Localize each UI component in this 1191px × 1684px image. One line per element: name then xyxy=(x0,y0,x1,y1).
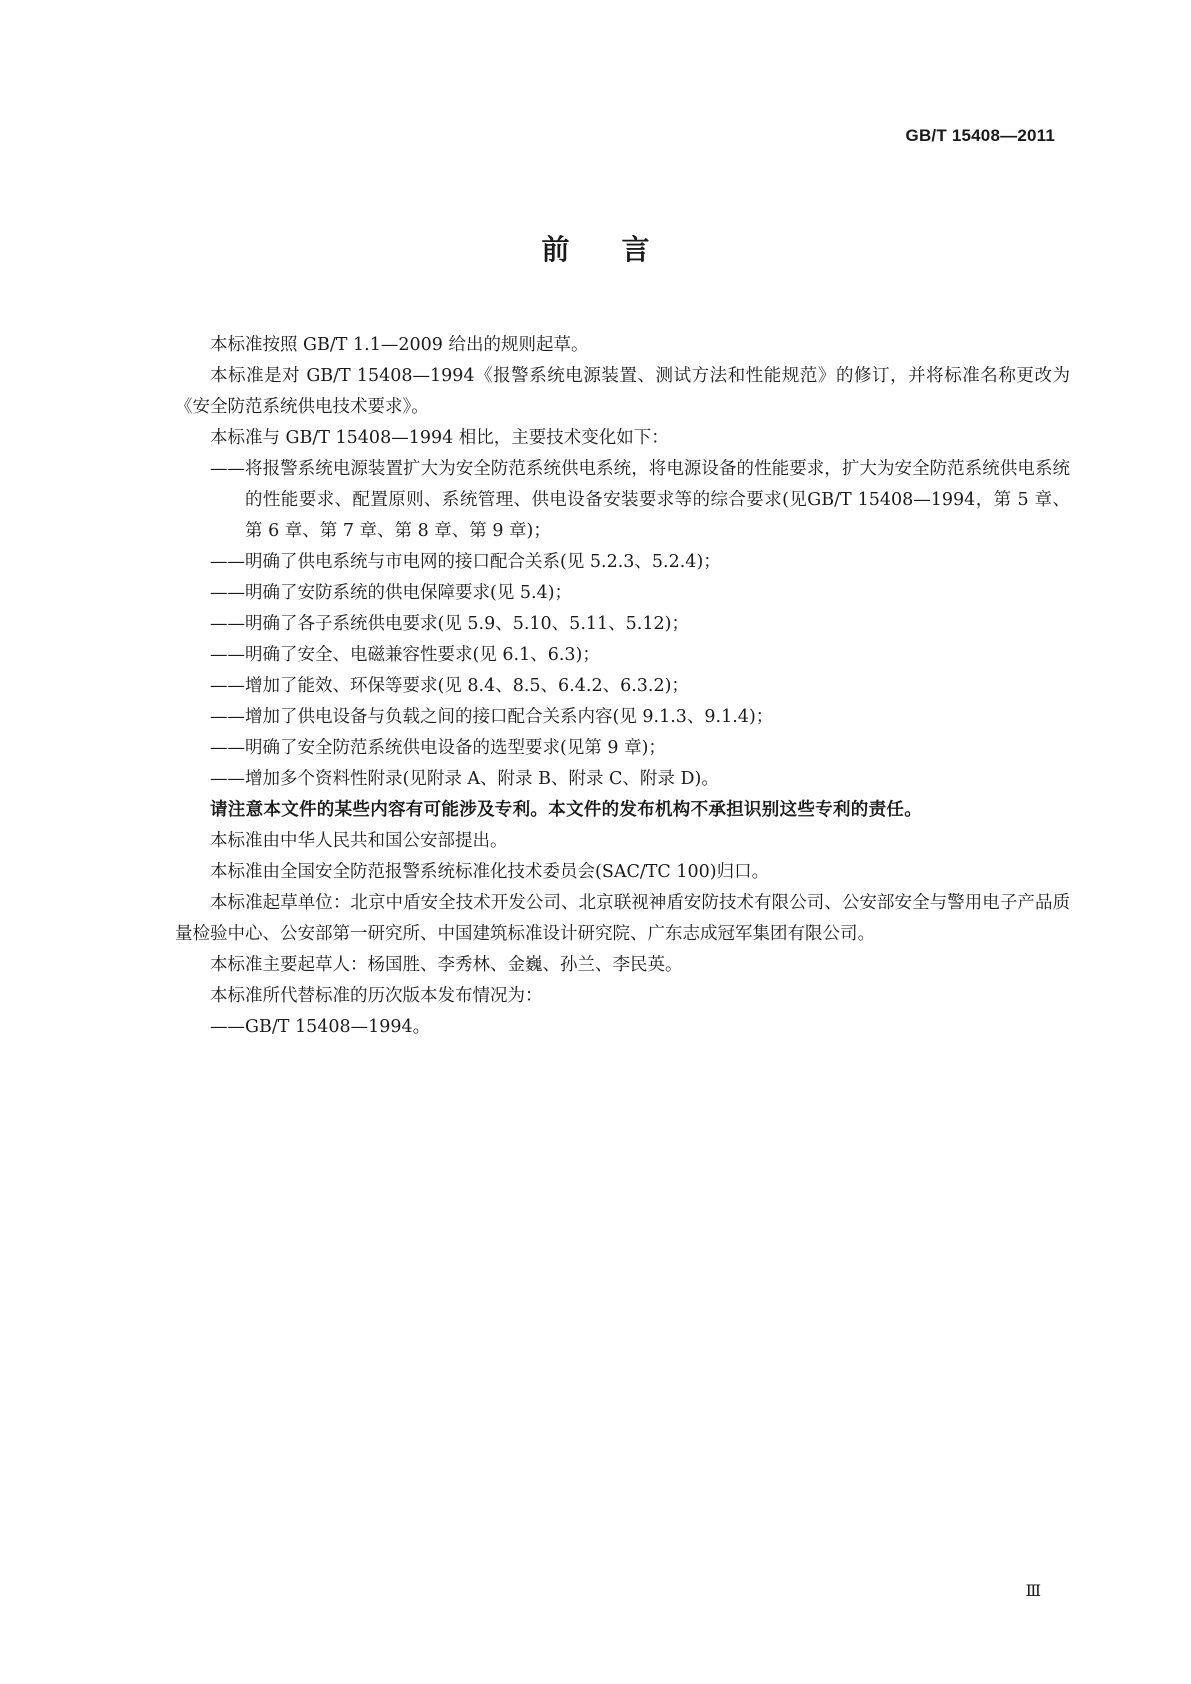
paragraph-drafters: 本标准主要起草人：杨国胜、李秀林、金巍、孙兰、李民英。 xyxy=(210,955,683,975)
list-item: ——将报警系统电源装置扩大为安全防范系统供电系统，将电源设备的性能要求，扩大为安全防范系统供电系统的性能要求、配置原则、系统管理、供电设备安装要求等的综合要求(见GB/T 15408—1994，第 5 章、第 6 章、第 7 章、第 8 章、第 9 章)； xyxy=(210,459,1070,541)
list-item: ——明确了各子系统供电要求(见 5.9、5.10、5.11、5.12)； xyxy=(210,614,689,634)
list-item: ——增加了供电设备与负载之间的接口配合关系内容(见 9.1.3、9.1.4)； xyxy=(210,707,774,727)
list-item: ——增加了能效、环保等要求(见 8.4、8.5、6.4.2、6.3.2)； xyxy=(210,676,689,696)
list-item: ——GB/T 15408—1994。 xyxy=(210,1017,431,1037)
list-item: ——明确了安全、电磁兼容性要求(见 6.1、6.3)； xyxy=(210,645,600,665)
paragraph-drafting-units: 本标准起草单位：北京中盾安全技术开发公司、北京联视神盾安防技术有限公司、公安部安全与警用电子产品质量检验中心、公安部第一研究所、中国建筑标准设计研究院、广东志成冠军集团有限公司。 xyxy=(175,893,1070,944)
paragraph-revision: 本标准是对 GB/T 15408—1994《报警系统电源装置、测试方法和性能规范》的修订，并将标准名称更改为《安全防范系统供电技术要求》。 xyxy=(175,366,1070,417)
list-item: ——明确了安防系统的供电保障要求(见 5.4)； xyxy=(210,583,573,603)
paragraph-proposed-by: 本标准由中华人民共和国公安部提出。 xyxy=(210,831,508,851)
list-item: ——明确了安全防范系统供电设备的选型要求(见第 9 章)； xyxy=(210,738,666,758)
paragraph-history-intro: 本标准所代替标准的历次版本发布情况为： xyxy=(210,986,543,1006)
page-title: 前言 xyxy=(541,233,702,266)
paragraph-centralized-by: 本标准由全国安全防范报警系统标准化技术委员会(SAC/TC 100)归口。 xyxy=(210,862,770,882)
page-number: Ⅲ xyxy=(1025,1581,1041,1600)
paragraph-changes-intro: 本标准与 GB/T 15408—1994 相比，主要技术变化如下： xyxy=(210,428,669,448)
paragraph-drafting-rules: 本标准按照 GB/T 1.1—2009 给出的规则起草。 xyxy=(210,335,589,355)
patent-notice: 请注意本文件的某些内容有可能涉及专利。本文件的发布机构不承担识别这些专利的责任。 xyxy=(210,800,922,820)
list-item: ——增加多个资料性附录(见附录 A、附录 B、附录 C、附录 D)。 xyxy=(210,769,719,789)
standard-code: GB/T 15408—2011 xyxy=(905,126,1055,145)
document-body xyxy=(175,330,1070,1043)
list-item: ——明确了供电系统与市电网的接口配合关系(见 5.2.3、5.2.4)； xyxy=(210,552,721,572)
